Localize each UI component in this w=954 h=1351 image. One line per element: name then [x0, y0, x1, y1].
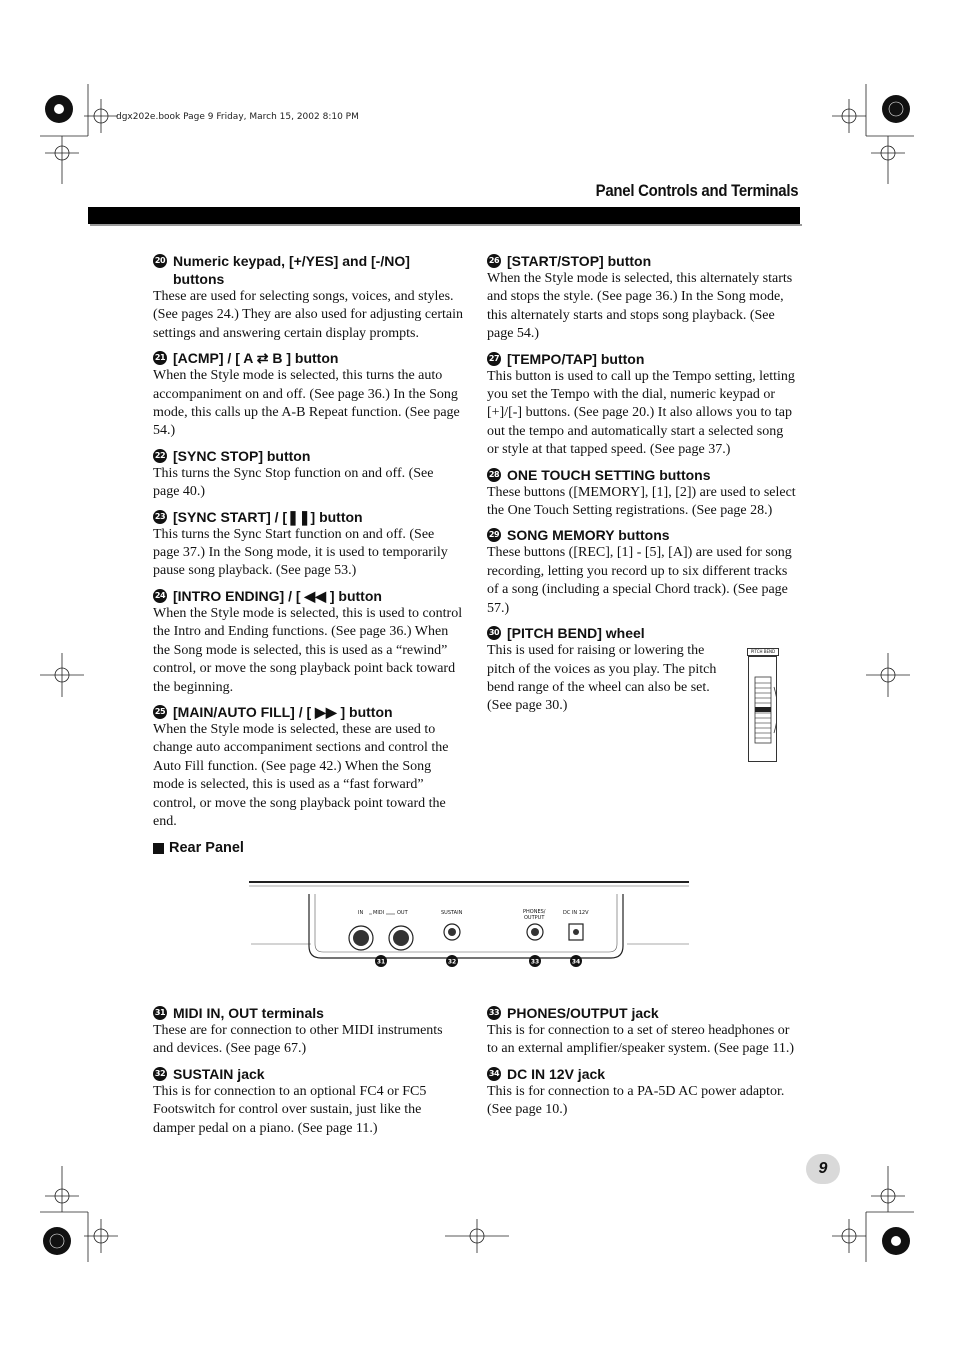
bottom-right-column [487, 1004, 797, 1126]
item-body: This is for connection to a set of stereo headphones or to an external amplifier/speaker system. (See page 11.) [487, 1023, 794, 1057]
item-heading: DC IN 12V jack [507, 1065, 606, 1082]
item-body: This is for connection to an optional FC4 or FC5 Footswitch for control over sustain, just like the damper pedal on a piano. (See page 11.) [153, 1083, 427, 1136]
callout-number: 21 [153, 351, 167, 365]
page-title: Panel Controls and Terminals [595, 181, 798, 200]
rear-panel-title: Rear Panel [169, 840, 244, 856]
callout-number: 25 [153, 705, 167, 719]
label-midi-out: OUT [397, 910, 408, 916]
svg-text:32: 32 [447, 958, 457, 966]
item-heading: [START/STOP] button [507, 253, 652, 269]
item-heading: Numeric keypad, [+/YES] and [-/NO] buttons [173, 253, 410, 287]
item-28 [487, 466, 797, 521]
item-body: When the Style mode is selected, this turns the auto accompaniment on and off. (See page 36.) In the Song mode, this calls up the A-B Repeat function. (See page 54.) [153, 368, 460, 439]
item-heading: SONG MEMORY buttons [507, 527, 670, 544]
item-23 [153, 508, 463, 581]
svg-text:33: 33 [530, 958, 540, 966]
left-column [153, 252, 463, 837]
label-midi-in: IN [358, 910, 364, 916]
callout-32 [446, 955, 458, 967]
callout-number: 34 [487, 1067, 501, 1081]
phones-output-jack-icon [527, 924, 543, 940]
item-heading: [PITCH BEND] wheel [507, 625, 645, 642]
svg-text:34: 34 [571, 958, 581, 966]
header-bar-shadow [90, 224, 802, 226]
callout-number: 29 [487, 528, 501, 542]
item-21 [153, 349, 463, 441]
label-dc-in: DC IN 12V [563, 910, 589, 916]
item-body: These are used for selecting songs, voices, and styles. (See pages 24.) They are also used for adjusting certain settings and answering certain display prompts. [153, 289, 463, 341]
rear-panel-heading [153, 840, 244, 856]
callout-34 [570, 955, 582, 967]
callout-number: 31 [153, 1006, 167, 1020]
item-26 [487, 252, 797, 344]
item-31 [153, 1004, 463, 1059]
pitch-bend-wheel-illustration [748, 656, 777, 762]
item-heading: [MAIN/AUTO FILL] / [ ▶▶ ] button [173, 703, 393, 720]
item-body: This is used for raising or lowering the pitch of the voices as you play. The pitch bend range of the wheel can also be set. (See page 30.) [487, 643, 717, 714]
sustain-jack-icon [444, 924, 460, 940]
rear-panel-diagram [245, 876, 695, 972]
item-heading: [INTRO ENDING] / [ ◀◀ ] button [173, 587, 382, 604]
item-29 [487, 526, 797, 618]
item-heading: [ACMP] / [ A ⇄ B ] button [173, 350, 339, 367]
bottom-left-column [153, 1004, 463, 1144]
item-body: These are for connection to other MIDI instruments and devices. (See page 67.) [153, 1023, 443, 1057]
item-heading: PHONES/OUTPUT jack [507, 1005, 659, 1021]
callout-33 [529, 955, 541, 967]
callout-number: 27 [487, 352, 501, 366]
item-heading: [SYNC START] / [❚❚] button [173, 508, 363, 525]
item-24 [153, 587, 463, 697]
item-33 [487, 1004, 797, 1059]
item-25 [153, 703, 463, 831]
midi-in-terminal-icon [349, 926, 373, 950]
item-body: This turns the Sync Start function on and off. (See page 37.) In the Song mode, it is used to temporarily pause song playback. (See page 53.) [153, 526, 448, 579]
item-body: When the Style mode is selected, this is used to control the Intro and Ending functions. (See page 36.) When the Song mode is selected, this is used as a “rewind” control, or move the song playback point back toward the beginning. [153, 605, 463, 695]
callout-number: 30 [487, 626, 501, 640]
callout-number: 26 [487, 254, 501, 268]
callout-number: 20 [153, 254, 167, 268]
item-body: When the Style mode is selected, these are used to change auto accompaniment sections and control the Auto Fill function. (See page 42.) When the Song mode is selected, this is used as a “fast forward” control, or move the song playback point toward the end. [153, 721, 449, 829]
callout-number: 33 [487, 1006, 501, 1020]
header-bar [88, 207, 800, 224]
label-phones: PHONES/ [523, 909, 546, 915]
callout-number: 28 [487, 468, 501, 482]
item-body: This is for connection to a PA-5D AC power adaptor. (See page 10.) [487, 1083, 785, 1118]
square-bullet-icon [153, 843, 164, 854]
label-midi: MIDI [373, 910, 385, 916]
item-22 [153, 447, 463, 502]
dc-in-jack-icon [569, 924, 583, 940]
item-20 [153, 252, 463, 343]
callout-number: 22 [153, 449, 167, 463]
item-body: When the Style mode is selected, this alternately starts and stops the style. (See page 36.) In the Song mode, this alternately starts and stops song playback. (See page 54.) [487, 271, 793, 342]
pitch-bend-label: PITCH BEND [747, 648, 779, 656]
callout-number: 24 [153, 589, 167, 603]
item-body: This turns the Sync Stop function on and off. (See page 40.) [153, 465, 434, 500]
item-32 [153, 1065, 463, 1138]
label-sustain: SUSTAIN [441, 910, 463, 916]
svg-text:31: 31 [376, 958, 386, 966]
callout-number: 32 [153, 1067, 167, 1081]
item-heading: ONE TOUCH SETTING buttons [507, 466, 711, 483]
item-heading: [SYNC STOP] button [173, 447, 311, 464]
item-heading: SUSTAIN jack [173, 1065, 265, 1082]
file-info: dgx202e.book Page 9 Friday, March 15, 2002 8:10 PM [116, 112, 359, 122]
item-body: These buttons ([REC], [1] - [5], [A]) are used for song recording, letting you record up to six different tracks of a song (including a special Chord track). (See page 57.) [487, 545, 792, 616]
midi-out-terminal-icon [389, 926, 413, 950]
item-heading: [TEMPO/TAP] button [507, 350, 645, 367]
pitch-bend-wheel-icon [749, 657, 776, 761]
item-27 [487, 350, 797, 460]
callout-number: 23 [153, 510, 167, 524]
item-heading: MIDI IN, OUT terminals [173, 1005, 324, 1021]
page-number: 9 [806, 1154, 840, 1184]
item-body: These buttons ([MEMORY], [1], [2]) are used to select the One Touch Setting registrations. (See page 28.) [487, 484, 796, 519]
item-body: This button is used to call up the Tempo setting, letting you set the Tempo with the dial, numeric keypad or [+]/[-] buttons. (See page 20.) It also allows you to tap out the tempo and automatically start a selected song or style at that tapped speed. (See page 37.) [487, 368, 795, 458]
item-34 [487, 1065, 797, 1120]
label-output: OUTPUT [524, 915, 545, 921]
callout-31 [375, 955, 387, 967]
